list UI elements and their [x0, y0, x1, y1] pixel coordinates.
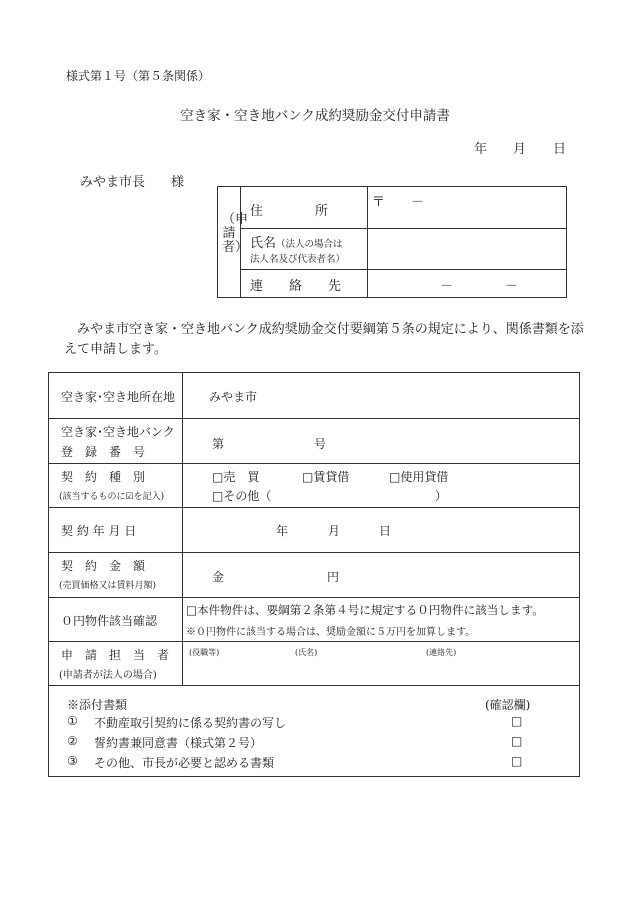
- address-label: 住 所: [250, 204, 329, 219]
- date-year-label: 年: [474, 142, 488, 157]
- attachment-2-checkbox[interactable]: □: [511, 734, 523, 748]
- postal-code-field[interactable]: 〒 －: [372, 195, 425, 210]
- person-label: 申 請 担 当 者: [61, 648, 170, 662]
- amount-prefix: 金: [212, 570, 225, 584]
- amount-label: 契 約 金 額: [61, 559, 146, 573]
- addressee: みやま市長 様: [80, 175, 185, 190]
- contact-row: [240, 269, 566, 297]
- contact-field[interactable]: － －: [440, 279, 519, 294]
- attachments-section: [49, 685, 579, 776]
- contract-date-year: 年: [276, 524, 289, 538]
- form-number: 様式第１号（第５条関係）: [66, 69, 211, 83]
- applicant-side-label: （申請者）: [218, 187, 241, 297]
- attachment-1-text: 不動産取引契約に係る契約書の写し: [94, 716, 287, 730]
- contract-date-row: [49, 507, 579, 553]
- attachment-2-text: 誓約書兼同意書（様式第２号）: [94, 736, 263, 750]
- contract-date-month: 月: [328, 524, 341, 538]
- zero-yen-row: [49, 597, 579, 642]
- attachments-title: ※添付書類: [67, 698, 128, 712]
- person-row: [49, 641, 579, 686]
- bank-number-suffix: 号: [314, 437, 327, 451]
- bank-number-row: [49, 418, 579, 464]
- attachments-confirm-label: (確認欄): [485, 698, 531, 712]
- name-note-2: 法人名及び代表者名）: [250, 254, 346, 265]
- amount-suffix: 円: [327, 570, 340, 584]
- contract-date-day: 日: [379, 524, 392, 538]
- person-role-field[interactable]: (役職等): [189, 648, 220, 657]
- name-note: （法人の場合は: [276, 239, 343, 250]
- attachment-3-text: その他、市長が必要と認める書類: [94, 756, 275, 770]
- zero-yen-checkbox[interactable]: □本件物件は、要綱第２条第４号に規定する０円物件に該当します。: [186, 603, 544, 617]
- amount-row: [49, 552, 579, 598]
- attachment-1-checkbox[interactable]: □: [511, 714, 523, 728]
- name-row: [240, 228, 566, 270]
- person-name-field[interactable]: (氏名): [295, 648, 318, 657]
- location-field[interactable]: みやま市: [209, 390, 258, 404]
- zero-yen-note: ※０円物件に該当する場合は、奨励金額に５万円を加算します。: [186, 627, 476, 638]
- bank-label-2: 登 録 番 号: [61, 445, 146, 459]
- address-row: [240, 187, 566, 229]
- page-title: 空き家・空き地バンク成約奨励金交付申請書: [180, 108, 450, 124]
- option-other-close: ）: [435, 489, 448, 503]
- attachment-2-number: ②: [67, 734, 78, 748]
- attachment-3-number: ③: [67, 754, 78, 768]
- application-table: [48, 372, 580, 777]
- name-label: 氏名: [250, 236, 277, 251]
- location-label: 空き家･空き地所在地: [61, 390, 176, 404]
- contract-type-note: (該当するものに☑を記入): [59, 492, 165, 502]
- amount-note: (売買価格又は賃料月額): [59, 581, 157, 591]
- contact-label: 連 絡 先: [250, 279, 342, 294]
- zero-yen-label: ０円物件該当確認: [61, 614, 158, 628]
- bank-label-1: 空き家･空き地バンク: [61, 425, 175, 439]
- person-note: (申請者が法人の場合): [59, 670, 157, 681]
- date-day-label: 日: [553, 142, 567, 157]
- location-row: [49, 373, 579, 419]
- body-text: みやま市空き家・空き地バンク成約奨励金交付要綱第５条の規定により、関係書類を添えて申請します。: [64, 322, 584, 357]
- option-lease-checkbox[interactable]: □賃貸借: [302, 470, 350, 484]
- contract-type-label: 契 約 種 別: [61, 470, 146, 484]
- option-loan-checkbox[interactable]: □使用貸借: [389, 470, 449, 484]
- bank-number-field[interactable]: [229, 428, 309, 454]
- option-other-checkbox[interactable]: □その他（: [212, 489, 272, 503]
- person-contact-field[interactable]: (連絡先): [426, 648, 457, 657]
- option-sale-checkbox[interactable]: □売 買: [212, 470, 260, 484]
- date-month-label: 月: [513, 142, 527, 157]
- applicant-table: [217, 186, 567, 298]
- attachment-3-checkbox[interactable]: □: [511, 754, 523, 768]
- contract-type-row: [49, 463, 579, 508]
- bank-number-prefix: 第: [212, 437, 225, 451]
- attachment-1-number: ①: [67, 714, 78, 728]
- contract-date-label: 契 約 年 月 日: [61, 524, 137, 538]
- name-field[interactable]: [368, 228, 564, 268]
